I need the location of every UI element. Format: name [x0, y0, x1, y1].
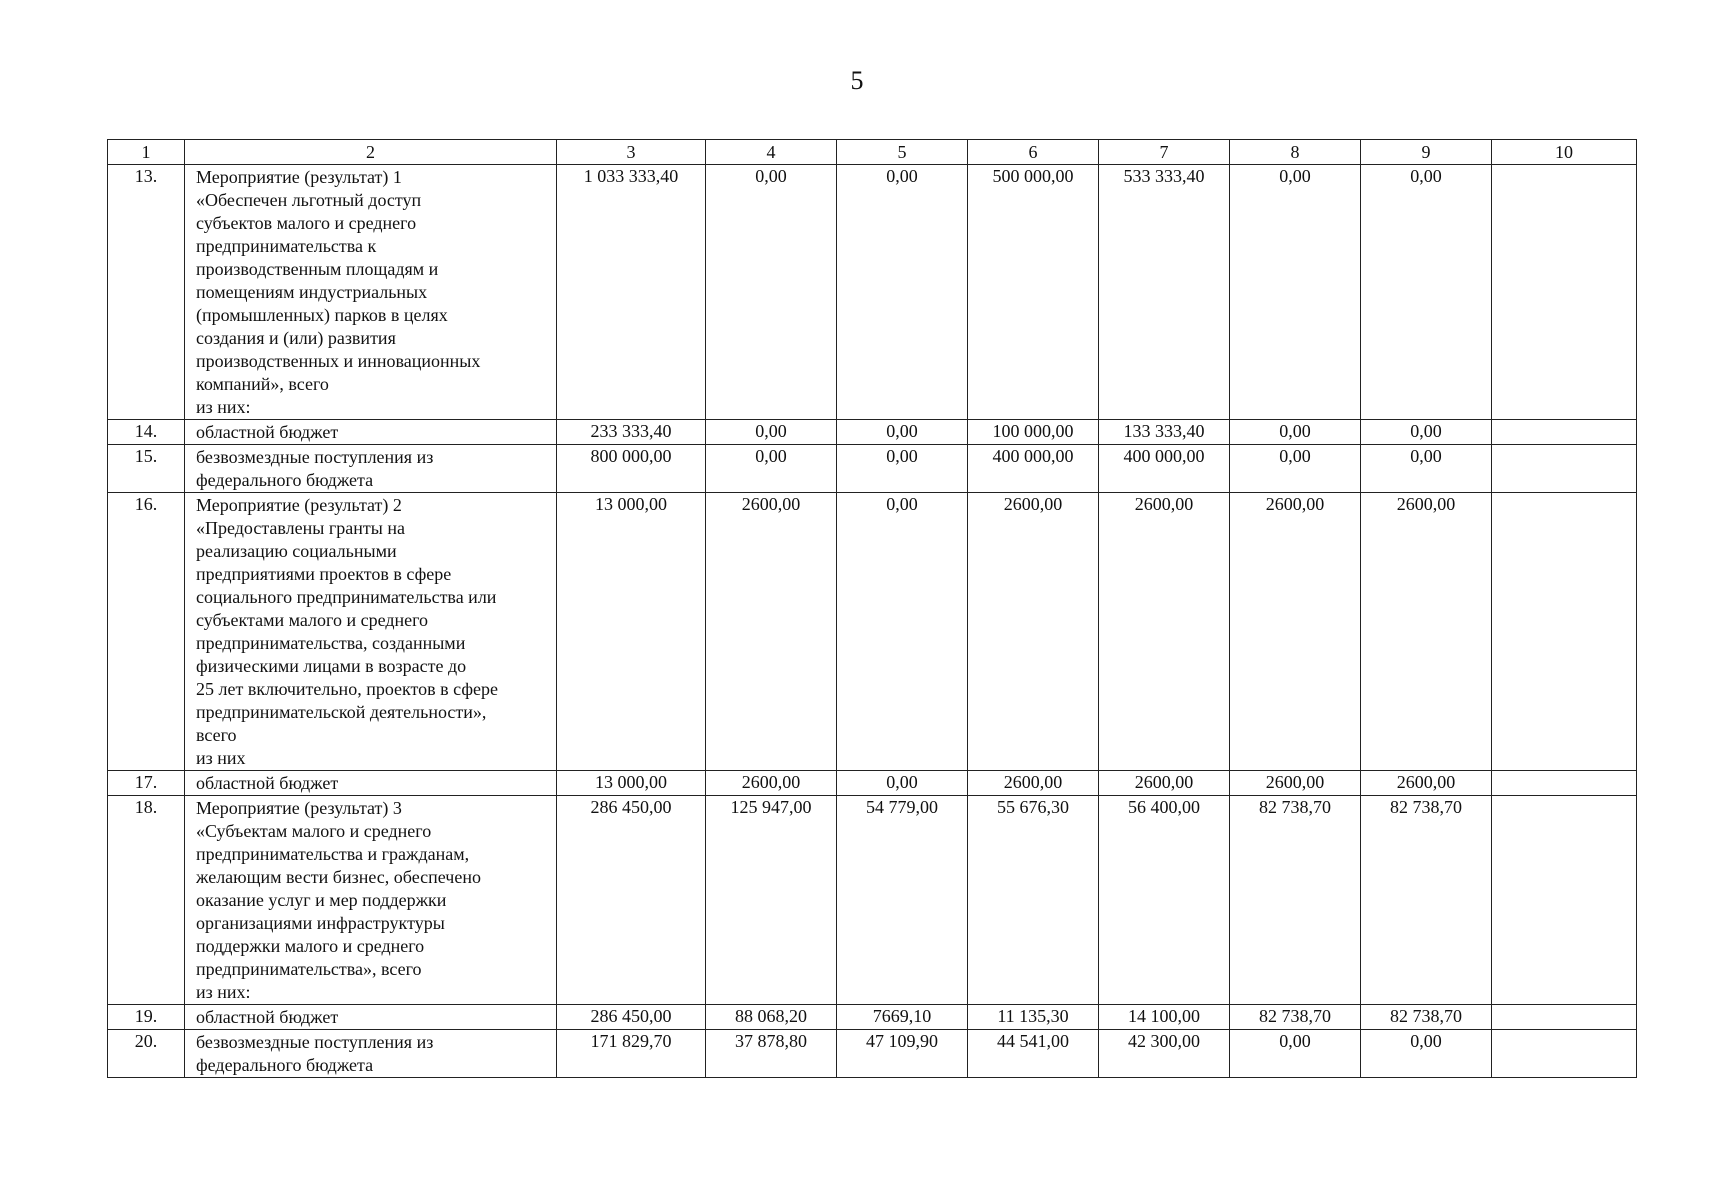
table-header — [108, 140, 1637, 165]
value-col-4: 0,00 — [706, 445, 837, 493]
value-col-10 — [1492, 1030, 1637, 1078]
table-row — [108, 493, 1637, 771]
value-col-8: 0,00 — [1230, 420, 1361, 445]
value-col-3: 13 000,00 — [557, 771, 706, 796]
value-col-8: 82 738,70 — [1230, 796, 1361, 1005]
row-description: областной бюджет — [185, 1005, 557, 1030]
value-col-10 — [1492, 493, 1637, 771]
value-col-7: 400 000,00 — [1099, 445, 1230, 493]
value-col-9: 0,00 — [1361, 1030, 1492, 1078]
row-description: Мероприятие (результат) 2 «Предоставлены гранты на реализацию социальными предприятиями проектов в сфере социального предпринимательства или субъектами малого и среднего предпринимательства, созданными физическими лицами в возрасте до 25 лет включительно, проектов в сфере предпринимательской деятельности», всего из них — [185, 493, 557, 771]
value-col-8: 0,00 — [1230, 445, 1361, 493]
value-col-10 — [1492, 1005, 1637, 1030]
value-col-3: 286 450,00 — [557, 1005, 706, 1030]
value-col-10 — [1492, 771, 1637, 796]
value-col-4: 2600,00 — [706, 771, 837, 796]
row-description: областной бюджет — [185, 771, 557, 796]
value-col-7: 133 333,40 — [1099, 420, 1230, 445]
value-col-10 — [1492, 420, 1637, 445]
column-header-5: 5 — [837, 140, 968, 165]
row-description: Мероприятие (результат) 3 «Субъектам малого и среднего предпринимательства и гражданам, желающим вести бизнес, обеспечено оказание услуг и мер поддержки организациями инфраструктуры поддержки малого и среднего предпринимательства», всего из них: — [185, 796, 557, 1005]
column-header-8: 8 — [1230, 140, 1361, 165]
column-header-9: 9 — [1361, 140, 1492, 165]
value-col-9: 82 738,70 — [1361, 1005, 1492, 1030]
table-row — [108, 771, 1637, 796]
row-description: областной бюджет — [185, 420, 557, 445]
value-col-3: 13 000,00 — [557, 493, 706, 771]
row-description: Мероприятие (результат) 1 «Обеспечен льготный доступ субъектов малого и среднего предпринимательства к производственным площадям и помещениям индустриальных (промышленных) парков в целях создания и (или) развития производственных и инновационных компаний», всего из них: — [185, 165, 557, 420]
value-col-7: 42 300,00 — [1099, 1030, 1230, 1078]
value-col-9: 2600,00 — [1361, 771, 1492, 796]
column-header-2: 2 — [185, 140, 557, 165]
value-col-5: 0,00 — [837, 771, 968, 796]
value-col-4: 2600,00 — [706, 493, 837, 771]
table-row — [108, 1030, 1637, 1078]
value-col-5: 54 779,00 — [837, 796, 968, 1005]
value-col-9: 82 738,70 — [1361, 796, 1492, 1005]
value-col-8: 82 738,70 — [1230, 1005, 1361, 1030]
value-col-10 — [1492, 165, 1637, 420]
value-col-5: 0,00 — [837, 445, 968, 493]
value-col-4: 88 068,20 — [706, 1005, 837, 1030]
column-header-6: 6 — [968, 140, 1099, 165]
value-col-9: 0,00 — [1361, 165, 1492, 420]
row-number: 13. — [108, 165, 185, 420]
table-body — [108, 165, 1637, 1078]
table-row — [108, 420, 1637, 445]
value-col-8: 0,00 — [1230, 165, 1361, 420]
column-header-10: 10 — [1492, 140, 1637, 165]
value-col-5: 0,00 — [837, 493, 968, 771]
row-number: 14. — [108, 420, 185, 445]
value-col-9: 0,00 — [1361, 445, 1492, 493]
value-col-6: 44 541,00 — [968, 1030, 1099, 1078]
value-col-4: 0,00 — [706, 420, 837, 445]
value-col-5: 47 109,90 — [837, 1030, 968, 1078]
value-col-6: 400 000,00 — [968, 445, 1099, 493]
header-row — [108, 140, 1637, 165]
value-col-3: 800 000,00 — [557, 445, 706, 493]
table-row — [108, 796, 1637, 1005]
row-number: 20. — [108, 1030, 185, 1078]
row-number: 18. — [108, 796, 185, 1005]
row-number: 16. — [108, 493, 185, 771]
row-number: 15. — [108, 445, 185, 493]
value-col-6: 2600,00 — [968, 493, 1099, 771]
value-col-8: 2600,00 — [1230, 493, 1361, 771]
value-col-3: 286 450,00 — [557, 796, 706, 1005]
value-col-8: 0,00 — [1230, 1030, 1361, 1078]
row-number: 17. — [108, 771, 185, 796]
row-number: 19. — [108, 1005, 185, 1030]
value-col-7: 2600,00 — [1099, 771, 1230, 796]
column-header-4: 4 — [706, 140, 837, 165]
value-col-3: 171 829,70 — [557, 1030, 706, 1078]
value-col-9: 2600,00 — [1361, 493, 1492, 771]
value-col-7: 533 333,40 — [1099, 165, 1230, 420]
value-col-5: 0,00 — [837, 165, 968, 420]
value-col-3: 1 033 333,40 — [557, 165, 706, 420]
value-col-10 — [1492, 796, 1637, 1005]
column-header-7: 7 — [1099, 140, 1230, 165]
row-description: безвозмездные поступления из федерального бюджета — [185, 1030, 557, 1078]
value-col-7: 56 400,00 — [1099, 796, 1230, 1005]
value-col-6: 2600,00 — [968, 771, 1099, 796]
value-col-10 — [1492, 445, 1637, 493]
value-col-5: 0,00 — [837, 420, 968, 445]
value-col-5: 7669,10 — [837, 1005, 968, 1030]
value-col-6: 100 000,00 — [968, 420, 1099, 445]
column-header-3: 3 — [557, 140, 706, 165]
value-col-9: 0,00 — [1361, 420, 1492, 445]
value-col-6: 55 676,30 — [968, 796, 1099, 1005]
value-col-7: 2600,00 — [1099, 493, 1230, 771]
value-col-4: 0,00 — [706, 165, 837, 420]
value-col-6: 500 000,00 — [968, 165, 1099, 420]
value-col-4: 125 947,00 — [706, 796, 837, 1005]
table-row — [108, 165, 1637, 420]
table-row — [108, 1005, 1637, 1030]
budget-table — [107, 139, 1637, 1078]
page-number: 5 — [850, 66, 864, 95]
row-description: безвозмездные поступления из федерального бюджета — [185, 445, 557, 493]
value-col-6: 11 135,30 — [968, 1005, 1099, 1030]
column-header-1: 1 — [108, 140, 185, 165]
value-col-4: 37 878,80 — [706, 1030, 837, 1078]
value-col-3: 233 333,40 — [557, 420, 706, 445]
value-col-7: 14 100,00 — [1099, 1005, 1230, 1030]
value-col-8: 2600,00 — [1230, 771, 1361, 796]
table-row — [108, 445, 1637, 493]
